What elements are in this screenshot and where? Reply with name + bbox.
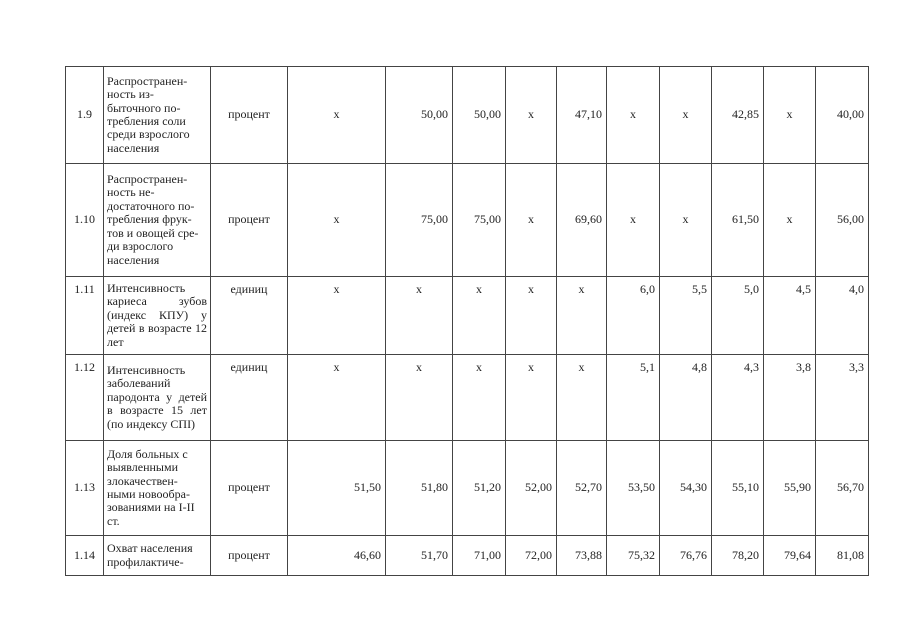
value-cell: 3,8 [764,355,816,441]
value-cell: х [386,355,453,441]
value-cell: 69,60 [557,164,607,277]
value-cell: х [660,164,712,277]
table-row [66,441,869,536]
value-cell: 51,70 [386,536,453,576]
value-cell: 53,50 [607,441,660,536]
table-row [66,164,869,277]
value-cell: 75,00 [453,164,506,277]
value-cell: х [506,164,557,277]
value-cell: 51,50 [288,441,386,536]
value-cell: х [453,355,506,441]
value-cell: 4,3 [712,355,764,441]
value-cell: х [506,67,557,164]
value-cell: 56,00 [816,164,869,277]
value-cell: 55,90 [764,441,816,536]
value-cell: 51,80 [386,441,453,536]
value-cell: 5,1 [607,355,660,441]
table-row [66,277,869,355]
value-cell: х [607,164,660,277]
unit-cell: процент [211,441,288,536]
value-cell: х [453,277,506,355]
row-number: 1.9 [66,67,104,164]
value-cell: х [660,67,712,164]
value-cell: 46,60 [288,536,386,576]
value-cell: 54,30 [660,441,712,536]
indicator-name: Распространен- ность не- достаточного по- требления фрук- тов и овощей сре- ди взрослого населения [104,164,211,277]
value-cell: 5,0 [712,277,764,355]
value-cell: 75,00 [386,164,453,277]
value-cell: х [607,67,660,164]
table-row [66,536,869,576]
table-row [66,355,869,441]
value-cell: х [764,164,816,277]
unit-cell: единиц [211,355,288,441]
value-cell: 52,00 [506,441,557,536]
table-row [66,67,869,164]
indicator-name: Распространен- ность из- быточного по- требления соли среди взрослого населения [104,67,211,164]
unit-cell: процент [211,67,288,164]
value-cell: 79,64 [764,536,816,576]
value-cell: 6,0 [607,277,660,355]
value-cell: 42,85 [712,67,764,164]
value-cell: х [557,277,607,355]
value-cell: 72,00 [506,536,557,576]
value-cell: 4,0 [816,277,869,355]
unit-cell: единиц [211,277,288,355]
row-number: 1.14 [66,536,104,576]
value-cell: 52,70 [557,441,607,536]
indicator-name: Интенсивность кариеса зубов (индекс КПУ) у детей в возрасте 12 лет [104,277,211,355]
value-cell: 50,00 [386,67,453,164]
value-cell: 78,20 [712,536,764,576]
value-cell: 51,20 [453,441,506,536]
value-cell: х [506,277,557,355]
value-cell: х [506,355,557,441]
unit-cell: процент [211,164,288,277]
value-cell: х [288,67,386,164]
value-cell: х [288,164,386,277]
value-cell: 3,3 [816,355,869,441]
indicator-name: Охват населения профилактиче- [104,536,211,576]
row-number: 1.13 [66,441,104,536]
indicators-table [65,66,869,576]
unit-cell: процент [211,536,288,576]
value-cell: 61,50 [712,164,764,277]
value-cell: х [557,355,607,441]
value-cell: 55,10 [712,441,764,536]
value-cell: 75,32 [607,536,660,576]
value-cell: 73,88 [557,536,607,576]
row-number: 1.11 [66,277,104,355]
value-cell: 56,70 [816,441,869,536]
value-cell: 47,10 [557,67,607,164]
value-cell: х [288,355,386,441]
value-cell: х [288,277,386,355]
indicator-name: Интенсивность заболеваний пародонта у детей в возрасте 15 лет (по индексу СПI) [104,355,211,441]
row-number: 1.12 [66,355,104,441]
value-cell: 4,8 [660,355,712,441]
value-cell: х [386,277,453,355]
row-number: 1.10 [66,164,104,277]
value-cell: 81,08 [816,536,869,576]
value-cell: 76,76 [660,536,712,576]
value-cell: 50,00 [453,67,506,164]
value-cell: 5,5 [660,277,712,355]
value-cell: 40,00 [816,67,869,164]
value-cell: 71,00 [453,536,506,576]
value-cell: х [764,67,816,164]
value-cell: 4,5 [764,277,816,355]
indicator-name: Доля больных с выявленными злокачествен- ными новообра- зованиями на I-II ст. [104,441,211,536]
